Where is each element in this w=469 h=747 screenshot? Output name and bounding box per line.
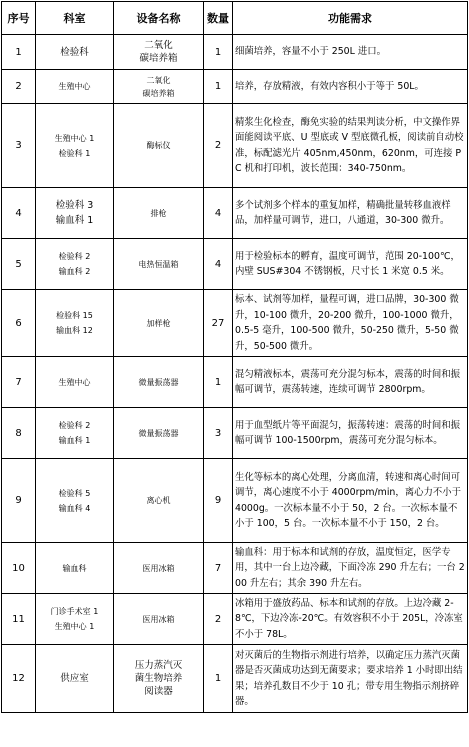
device-name-line: 二氧化 — [144, 40, 173, 51]
department-cell — [36, 70, 114, 104]
department-line: 检验科 2 — [58, 252, 91, 261]
department-cell — [36, 357, 114, 408]
table-row — [2, 188, 468, 239]
department-cell — [36, 459, 114, 543]
quantity-cell: 4 — [204, 188, 233, 239]
device-name-cell — [114, 290, 204, 357]
quantity-cell: 3 — [204, 408, 233, 459]
department-line: 检验科 — [60, 46, 89, 58]
device-name-cell — [114, 239, 204, 290]
row-number: 11 — [2, 594, 36, 645]
department-line: 输血科 12 — [56, 326, 93, 335]
department-cell — [36, 239, 114, 290]
department-line: 生殖中心 1 — [54, 133, 95, 143]
requirement-cell: 细菌培养，容量不小于 250L 进口。 — [233, 35, 468, 70]
device-name-line: 阅读器 — [144, 686, 173, 697]
department-line: 门诊手术室 1 — [50, 607, 99, 616]
device-name-line: 医用冰箱 — [142, 563, 175, 573]
department-line: 检验科 15 — [56, 311, 93, 320]
quantity-cell: 7 — [204, 543, 233, 594]
quantity-cell: 1 — [204, 70, 233, 104]
header-qty: 数量 — [204, 2, 233, 35]
row-number: 3 — [2, 104, 36, 188]
row-number: 6 — [2, 290, 36, 357]
department-cell — [36, 290, 114, 357]
device-name-line: 加样枪 — [146, 318, 171, 328]
device-name-line: 排枪 — [150, 208, 167, 218]
device-name-line: 压力蒸汽灭 — [134, 660, 183, 671]
table-row — [2, 594, 468, 645]
department-line: 输血科 1 — [55, 215, 94, 226]
department-cell — [36, 104, 114, 188]
requirement-cell: 标本、试剂等加样，量程可调，进口品牌，30-300 微升，10-100 微升，20-200 微升，100-1000 微升，0.5-5 毫升，100-500 微升，50-250 微升，5-50 微升，50-500 微升。 — [233, 290, 468, 357]
row-number: 4 — [2, 188, 36, 239]
device-name-cell — [114, 645, 204, 713]
requirement-cell: 培养，存放精液，有效内容积小于等于 50L。 — [233, 70, 468, 104]
row-number: 1 — [2, 35, 36, 70]
department-cell — [36, 188, 114, 239]
table-row — [2, 239, 468, 290]
quantity-cell: 4 — [204, 239, 233, 290]
device-name-cell — [114, 357, 204, 408]
table-row — [2, 357, 468, 408]
department-line: 生殖中心 1 — [54, 622, 95, 631]
requirement-cell: 输血科：用于标本和试剂的存放，温度恒定，医学专用，其中一台上边冷藏，下面冷冻 290 升左右；一台 200 升左右；其余 390 升左右。 — [233, 543, 468, 594]
device-name-cell — [114, 543, 204, 594]
department-line: 供应室 — [60, 673, 89, 684]
table-row — [2, 290, 468, 357]
device-name-line: 菌生物培养 — [134, 673, 183, 684]
department-line: 检验科 2 — [58, 421, 91, 430]
requirement-cell: 混匀精液标本，震荡可充分混匀标本，震荡的时间和振幅可调节，震荡转速，连续可调节 2800rpm。 — [233, 357, 468, 408]
requirement-cell: 冰箱用于盛放药品、标本和试剂的存放。上边冷藏 2-8℃，下边冷冻-20℃。有效容积不小于 205L，冷冻室不小于 78L。 — [233, 594, 468, 645]
requirement-cell: 生化等标本的离心处理，分离血清，转速和离心时间可调节，离心速度不小于 4000rpm/min，离心力不小于 4000g。一次标本量不小于 50，2 台。一次标本量不小于 100，5 台。一次标本量不小于 150，2 台。 — [233, 459, 468, 543]
department-line: 检验科 3 — [55, 200, 94, 211]
row-number: 10 — [2, 543, 36, 594]
table-row — [2, 35, 468, 70]
table-row — [2, 459, 468, 543]
row-number: 12 — [2, 645, 36, 713]
device-name-line: 微量振荡器 — [138, 428, 179, 438]
table-row — [2, 408, 468, 459]
quantity-cell: 1 — [204, 645, 233, 713]
device-name-cell — [114, 104, 204, 188]
department-line: 输血科 1 — [58, 436, 91, 445]
row-number: 5 — [2, 239, 36, 290]
device-name-line: 微量振荡器 — [138, 377, 179, 387]
device-name-line: 电热恒温箱 — [138, 259, 179, 269]
department-line: 输血科 2 — [58, 267, 91, 276]
device-name-line: 酶标仪 — [146, 141, 171, 150]
header-no: 序号 — [2, 2, 36, 35]
requirement-cell: 用于检验标本的孵育，温度可调节，范围 20-100℃，内壁 SUS#304 不锈钢板，尺寸长 1 米宽 0.5 米。 — [233, 239, 468, 290]
requirement-cell: 对灭菌后的生物指示剂进行培养，以确定压力蒸汽灭菌器是否灭菌成功达到无菌要求；要求培养 1 小时即出结果；培养孔数目不少于 10 孔；带专用生物指示剂挤碎器。 — [233, 645, 468, 713]
department-line: 检验科 5 — [58, 488, 91, 498]
device-name-line: 二氧化 — [146, 75, 171, 85]
device-name-cell — [114, 70, 204, 104]
row-number: 8 — [2, 408, 36, 459]
quantity-cell: 9 — [204, 459, 233, 543]
quantity-cell: 2 — [204, 104, 233, 188]
table-row — [2, 104, 468, 188]
requirement-cell: 精浆生化检查，酶免实验的结果判读分析，中文操作界面能阅读平底、U 型底或 V 型底微孔板，阅读前自动校准，标配滤光片 405nm,450nm，620nm，可连接 PC 机和打印机，波长范围：340-750nm。 — [233, 104, 468, 188]
header-dept: 科室 — [36, 2, 114, 35]
table-row — [2, 70, 468, 104]
quantity-cell: 2 — [204, 594, 233, 645]
device-name-line: 碳培养箱 — [142, 88, 175, 98]
department-cell — [36, 408, 114, 459]
requirement-cell: 多个试剂多个样本的重复加样，精确批量转移血液样品，加样量可调节，进口，八通道，30-300 微升。 — [233, 188, 468, 239]
header-device: 设备名称 — [114, 2, 204, 35]
device-name-cell — [114, 594, 204, 645]
department-line: 生殖中心 — [58, 377, 91, 387]
department-line: 检验科 1 — [58, 148, 91, 158]
device-name-cell — [114, 35, 204, 70]
department-line: 输血科 — [62, 563, 87, 573]
department-cell — [36, 594, 114, 645]
header-requirements: 功能需求 — [233, 2, 468, 35]
row-number: 7 — [2, 357, 36, 408]
department-line: 生殖中心 — [58, 82, 91, 91]
quantity-cell: 1 — [204, 35, 233, 70]
quantity-cell: 1 — [204, 357, 233, 408]
header-row — [2, 2, 468, 35]
department-cell — [36, 645, 114, 713]
device-name-line: 医用冰箱 — [142, 614, 175, 624]
device-name-line: 离心机 — [146, 496, 171, 505]
quantity-cell: 27 — [204, 290, 233, 357]
table-row — [2, 645, 468, 713]
requirement-cell: 用于血型纸片等平面混匀，振荡转速：震荡的时间和振幅可调节 100-1500rpm，震荡可充分混匀标本。 — [233, 408, 468, 459]
department-cell — [36, 35, 114, 70]
equipment-table — [1, 1, 468, 713]
department-line: 输血科 4 — [58, 503, 91, 513]
device-name-cell — [114, 408, 204, 459]
device-name-cell — [114, 459, 204, 543]
table-row — [2, 543, 468, 594]
device-name-cell — [114, 188, 204, 239]
row-number: 9 — [2, 459, 36, 543]
department-cell — [36, 543, 114, 594]
row-number: 2 — [2, 70, 36, 104]
device-name-line: 碳培养箱 — [139, 53, 178, 64]
